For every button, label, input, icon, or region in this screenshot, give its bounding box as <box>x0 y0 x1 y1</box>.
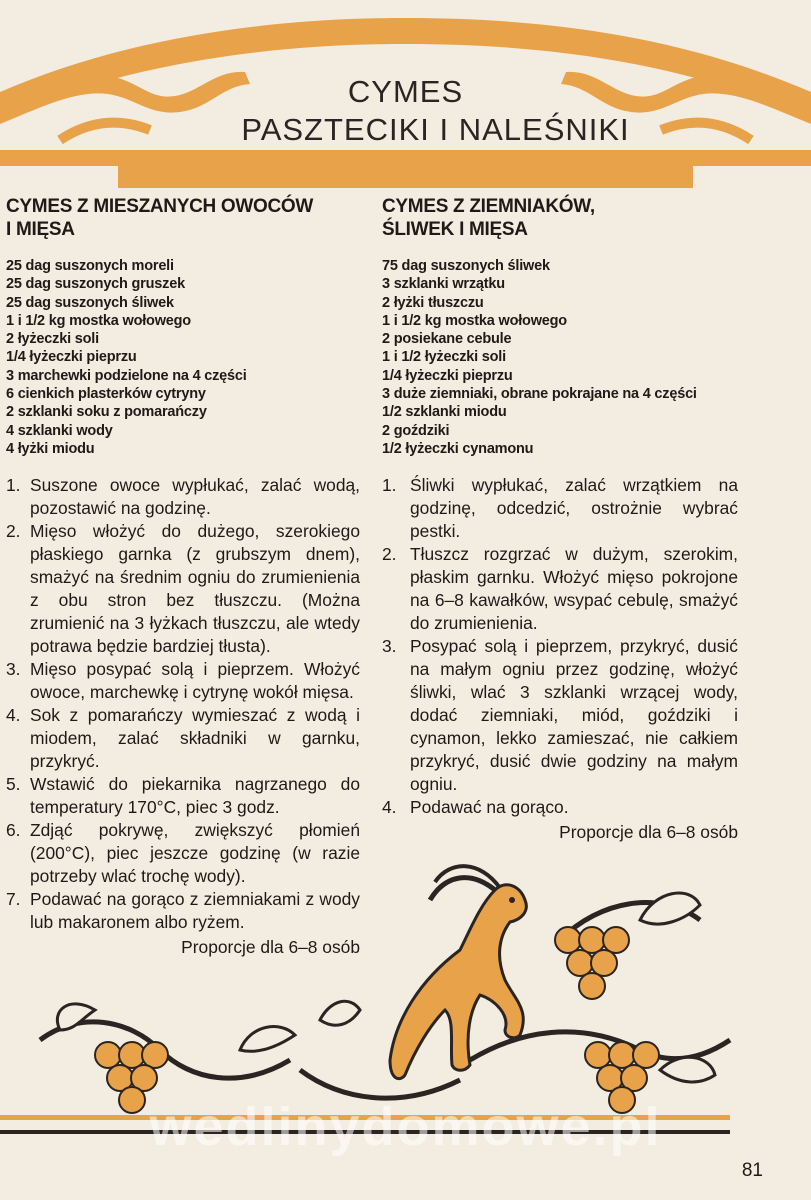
step-text: Mięso posypać solą i pieprzem. Włożyć owoce, marchewkę i cytrynę wokół mięsa. <box>30 659 360 703</box>
ingredient-item: 1 i 1/2 kg mostka wołowego <box>6 312 191 329</box>
step-item <box>6 658 360 704</box>
header-title: CYMES <box>347 74 464 109</box>
step-text: Wstawić do piekarnika nagrzanego do temperatury 170°C, piec 3 godz. <box>30 774 360 818</box>
recipe-title-line: ŚLIWEK I MIĘSA <box>382 219 528 240</box>
ingredient-item: 1/2 łyżeczki cynamonu <box>382 440 534 457</box>
ingredient-item: 1/2 szklanki miodu <box>382 404 507 421</box>
step-number: 7. <box>6 889 21 910</box>
ingredient-item: 25 dag suszonych śliwek <box>6 294 174 311</box>
ingredient-item: 1/4 łyżeczki pieprzu <box>382 367 513 384</box>
step-text: Tłuszcz rozgrzać w dużym, szerokim, płaskim garnku. Włożyć mięso pokrojone na 6–8 kawałków, wsypać cebulę, smażyć do zrumienienia. <box>410 544 738 634</box>
step-text: Śliwki wypłukać, zalać wrzątkiem na godzinę, odcedzić, ostrożnie wybrać pestki. <box>410 475 738 542</box>
ingredient-item: 2 łyżki tłuszczu <box>382 294 484 311</box>
ingredient-item: 1 i 1/2 łyżeczki soli <box>382 349 506 366</box>
ingredient-item: 1 i 1/2 kg mostka wołowego <box>382 312 567 329</box>
ingredient-item: 25 dag suszonych gruszek <box>6 276 185 293</box>
step-number: 1. <box>6 475 21 496</box>
step-number: 2. <box>6 521 21 542</box>
watermark: wedlinydomowe.pl <box>149 1097 662 1157</box>
recipe-title-line: CYMES Z MIESZANYCH OWOCÓW <box>6 196 314 217</box>
ingredient-item: 75 dag suszonych śliwek <box>382 258 550 274</box>
step-number: 3. <box>382 636 397 657</box>
ingredient-item: 3 szklanki wrzątku <box>382 276 505 293</box>
ingredient-item: 25 dag suszonych moreli <box>6 258 174 274</box>
ingredient-item: 2 posiekane cebule <box>382 331 512 348</box>
ingredient-item: 2 szklanki soku z pomarańczy <box>6 404 207 421</box>
recipe-left <box>6 195 360 959</box>
recipe-title <box>6 195 360 241</box>
recipe-title-line: I MIĘSA <box>6 219 75 240</box>
step-item <box>382 543 738 635</box>
ingredient-list <box>6 257 360 458</box>
ingredient-item: 4 łyżki miodu <box>6 440 95 457</box>
step-item <box>6 773 360 819</box>
step-number: 2. <box>382 544 397 565</box>
ingredient-item: 3 marchewki podzielone na 4 części <box>6 367 247 384</box>
ingredient-list <box>382 257 738 458</box>
step-item <box>382 474 738 543</box>
step-number: 4. <box>382 797 397 818</box>
step-text: Posypać solą i pieprzem, przykryć, dusić na małym ogniu przez godzinę, włożyć śliwki, wlać 3 szklanki wrzącej wody, dodać ziemniaki, miód, goździki i cynamon, lekko zamieszać, nie całkiem przykryć, dusić dwie godziny na małym ogniu. <box>410 636 738 795</box>
step-text: Mięso włożyć do dużego, szerokiego płaskiego garnka (z grubszym dnem), smażyć na średnim ogniu do zrumienienia z obu stron bez tłuszczu. (Można zrumienić na 3 łyżkach tłuszczu, ale wtedy potrawa będzie bardziej tłusta). <box>30 521 360 657</box>
ingredient-item: 1/4 łyżeczki pieprzu <box>6 349 137 366</box>
step-text: Sok z pomarańczy wymieszać z wodą i miodem, zalać składniki w garnku, przykryć. <box>30 705 360 772</box>
header-subtitle: PASZTECIKI I NALEŚNIKI <box>241 112 630 147</box>
step-item <box>6 474 360 520</box>
portions-note: Proporcje dla 6–8 osób <box>181 937 360 958</box>
step-item <box>6 520 360 658</box>
step-text: Podawać na gorąco. <box>410 797 569 818</box>
ingredient-item: 3 duże ziemniaki, obrane pokrajane na 4 części <box>382 386 697 403</box>
step-number: 4. <box>6 705 21 726</box>
step-list <box>382 474 738 819</box>
step-text: Podawać na gorąco z ziemniakami z wody lub makaronem albo ryżem. <box>30 889 360 933</box>
step-number: 1. <box>382 475 397 496</box>
recipe-right <box>382 195 738 844</box>
step-number: 3. <box>6 659 21 680</box>
recipe-title <box>382 195 738 241</box>
step-item <box>382 635 738 796</box>
page-number: 81 <box>741 1160 763 1181</box>
step-text: Suszone owoce wypłukać, zalać wodą, pozostawić na godzinę. <box>30 475 360 519</box>
step-text: Zdjąć pokrywę, zwiększyć płomień (200°C), piec jeszcze godzinę (w razie potrzeby wlać trochę wody). <box>30 820 360 887</box>
ingredient-item: 6 cienkich plasterków cytryny <box>6 386 206 403</box>
step-number: 5. <box>6 774 21 795</box>
step-item <box>6 704 360 773</box>
header-ornament <box>0 0 811 200</box>
ingredient-item: 2 goździki <box>382 422 450 439</box>
portions-note: Proporcje dla 6–8 osób <box>559 822 738 843</box>
recipe-title-line: CYMES Z ZIEMNIAKÓW, <box>382 196 595 217</box>
step-item <box>382 796 738 819</box>
step-number: 6. <box>6 820 21 841</box>
ingredient-item: 4 szklanki wody <box>6 422 113 439</box>
ingredient-item: 2 łyżeczki soli <box>6 331 99 348</box>
